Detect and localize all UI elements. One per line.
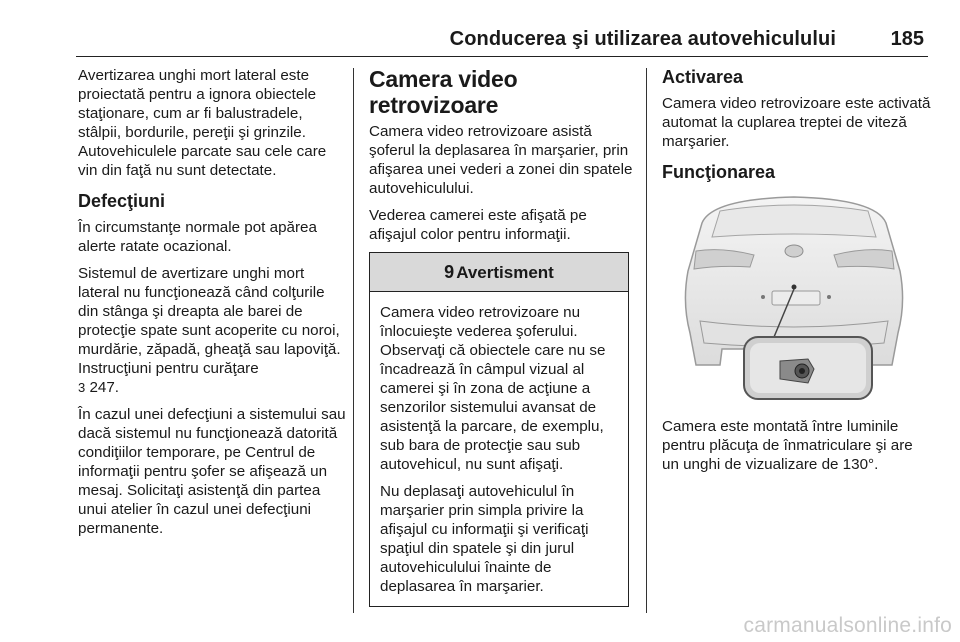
- paragraph: Camera video retrovizoare asistă şoferul la deplasarea în marşarier, prin afişarea unei vederi a zonei din spatele autovehiculului.: [369, 123, 633, 197]
- paragraph: Camera este montată între luminile pentru plăcuţa de înmatriculare şi are un unghi de vizualizare de 130°.: [662, 418, 913, 473]
- paragraph: Vederea camerei este afişată pe afişajul color pentru informaţii.: [369, 207, 587, 243]
- column-divider: [646, 68, 647, 613]
- section-heading-faults: Defecţiuni: [78, 191, 166, 211]
- rear-camera-illustration: [662, 193, 926, 403]
- paragraph: În circumstanţe normale pot apărea alerte ratate ocazional.: [78, 219, 317, 255]
- warning-header: [370, 253, 628, 292]
- page-header: [76, 26, 928, 57]
- warning-box: [369, 252, 629, 607]
- page-reference-link[interactable]: 247.: [89, 379, 120, 396]
- chapter-title: Conducerea şi utilizarea autovehiculului: [449, 28, 836, 50]
- paragraph-text: Sistemul de avertizare unghi mort lateral nu funcţionează când colţurile din stânga şi dreapta ale barei de protecţie spate sunt acoperite cu noroi, murdărie, zăpadă, gheaţă sau lapoviţă. Instrucţiuni pentru curăţare: [78, 265, 341, 377]
- warning-paragraph: Nu deplasaţi autovehiculul în marşarier prin simpla privire la afişajul cu informaţii şi verificaţi spaţiul din spatele şi din jurul autovehiculului înainte de deplasarea în marşarier.: [380, 483, 589, 595]
- column-divider: [353, 68, 354, 613]
- column-right: [662, 66, 932, 482]
- watermark: carmanualsonline.info: [743, 614, 952, 637]
- column-middle: [369, 66, 633, 607]
- warning-body: [370, 292, 628, 606]
- section-heading-operation: Funcţionarea: [662, 162, 776, 182]
- paragraph: Avertizarea unghi mort lateral este proiectată pentru a ignora obiectele staţionare, cum ar fi balustradele, stâlpii, bordurile, pereţii şi grinzile. Autovehiculele parcate sau cele care vin din faţă nu sunt detectate.: [78, 67, 327, 179]
- paragraph-with-reference: [78, 264, 346, 397]
- page-reference-icon: 3: [78, 380, 86, 395]
- paragraph: Camera video retrovizoare este activată automat la cuplarea treptei de viteză marşarier.: [662, 95, 931, 150]
- section-title-rear-camera: Camera video retrovizoare: [369, 66, 518, 118]
- car-rear-drawing: [662, 193, 926, 403]
- section-heading-activation: Activarea: [662, 67, 744, 87]
- paragraph: În cazul unei defecţiuni a sistemului sau dacă sistemul nu funcţionează datorită condiţiilor temporare, pe Centrul de informaţii pentru şofer se afişează un mesaj. Solicitaţi asistenţă din partea unui atelier în cazul unei defecţiuni permanente.: [78, 406, 346, 537]
- warning-paragraph: Camera video retrovizoare nu înlocuieşte vederea şoferului. Observaţi că obiectele care nu se încadrează în câmpul vizual al camerei şi în zona de acţiune a senzorilor sistemului avansat de asistenţă la parcare, de exemplu, sub bara de protecţie sau sub autovehicul, nu sunt afişaţi.: [380, 304, 606, 473]
- page-number: 185: [890, 28, 924, 50]
- column-left: [78, 66, 346, 546]
- warning-icon: 9: [444, 261, 455, 282]
- warning-heading: Avertisment: [456, 262, 554, 282]
